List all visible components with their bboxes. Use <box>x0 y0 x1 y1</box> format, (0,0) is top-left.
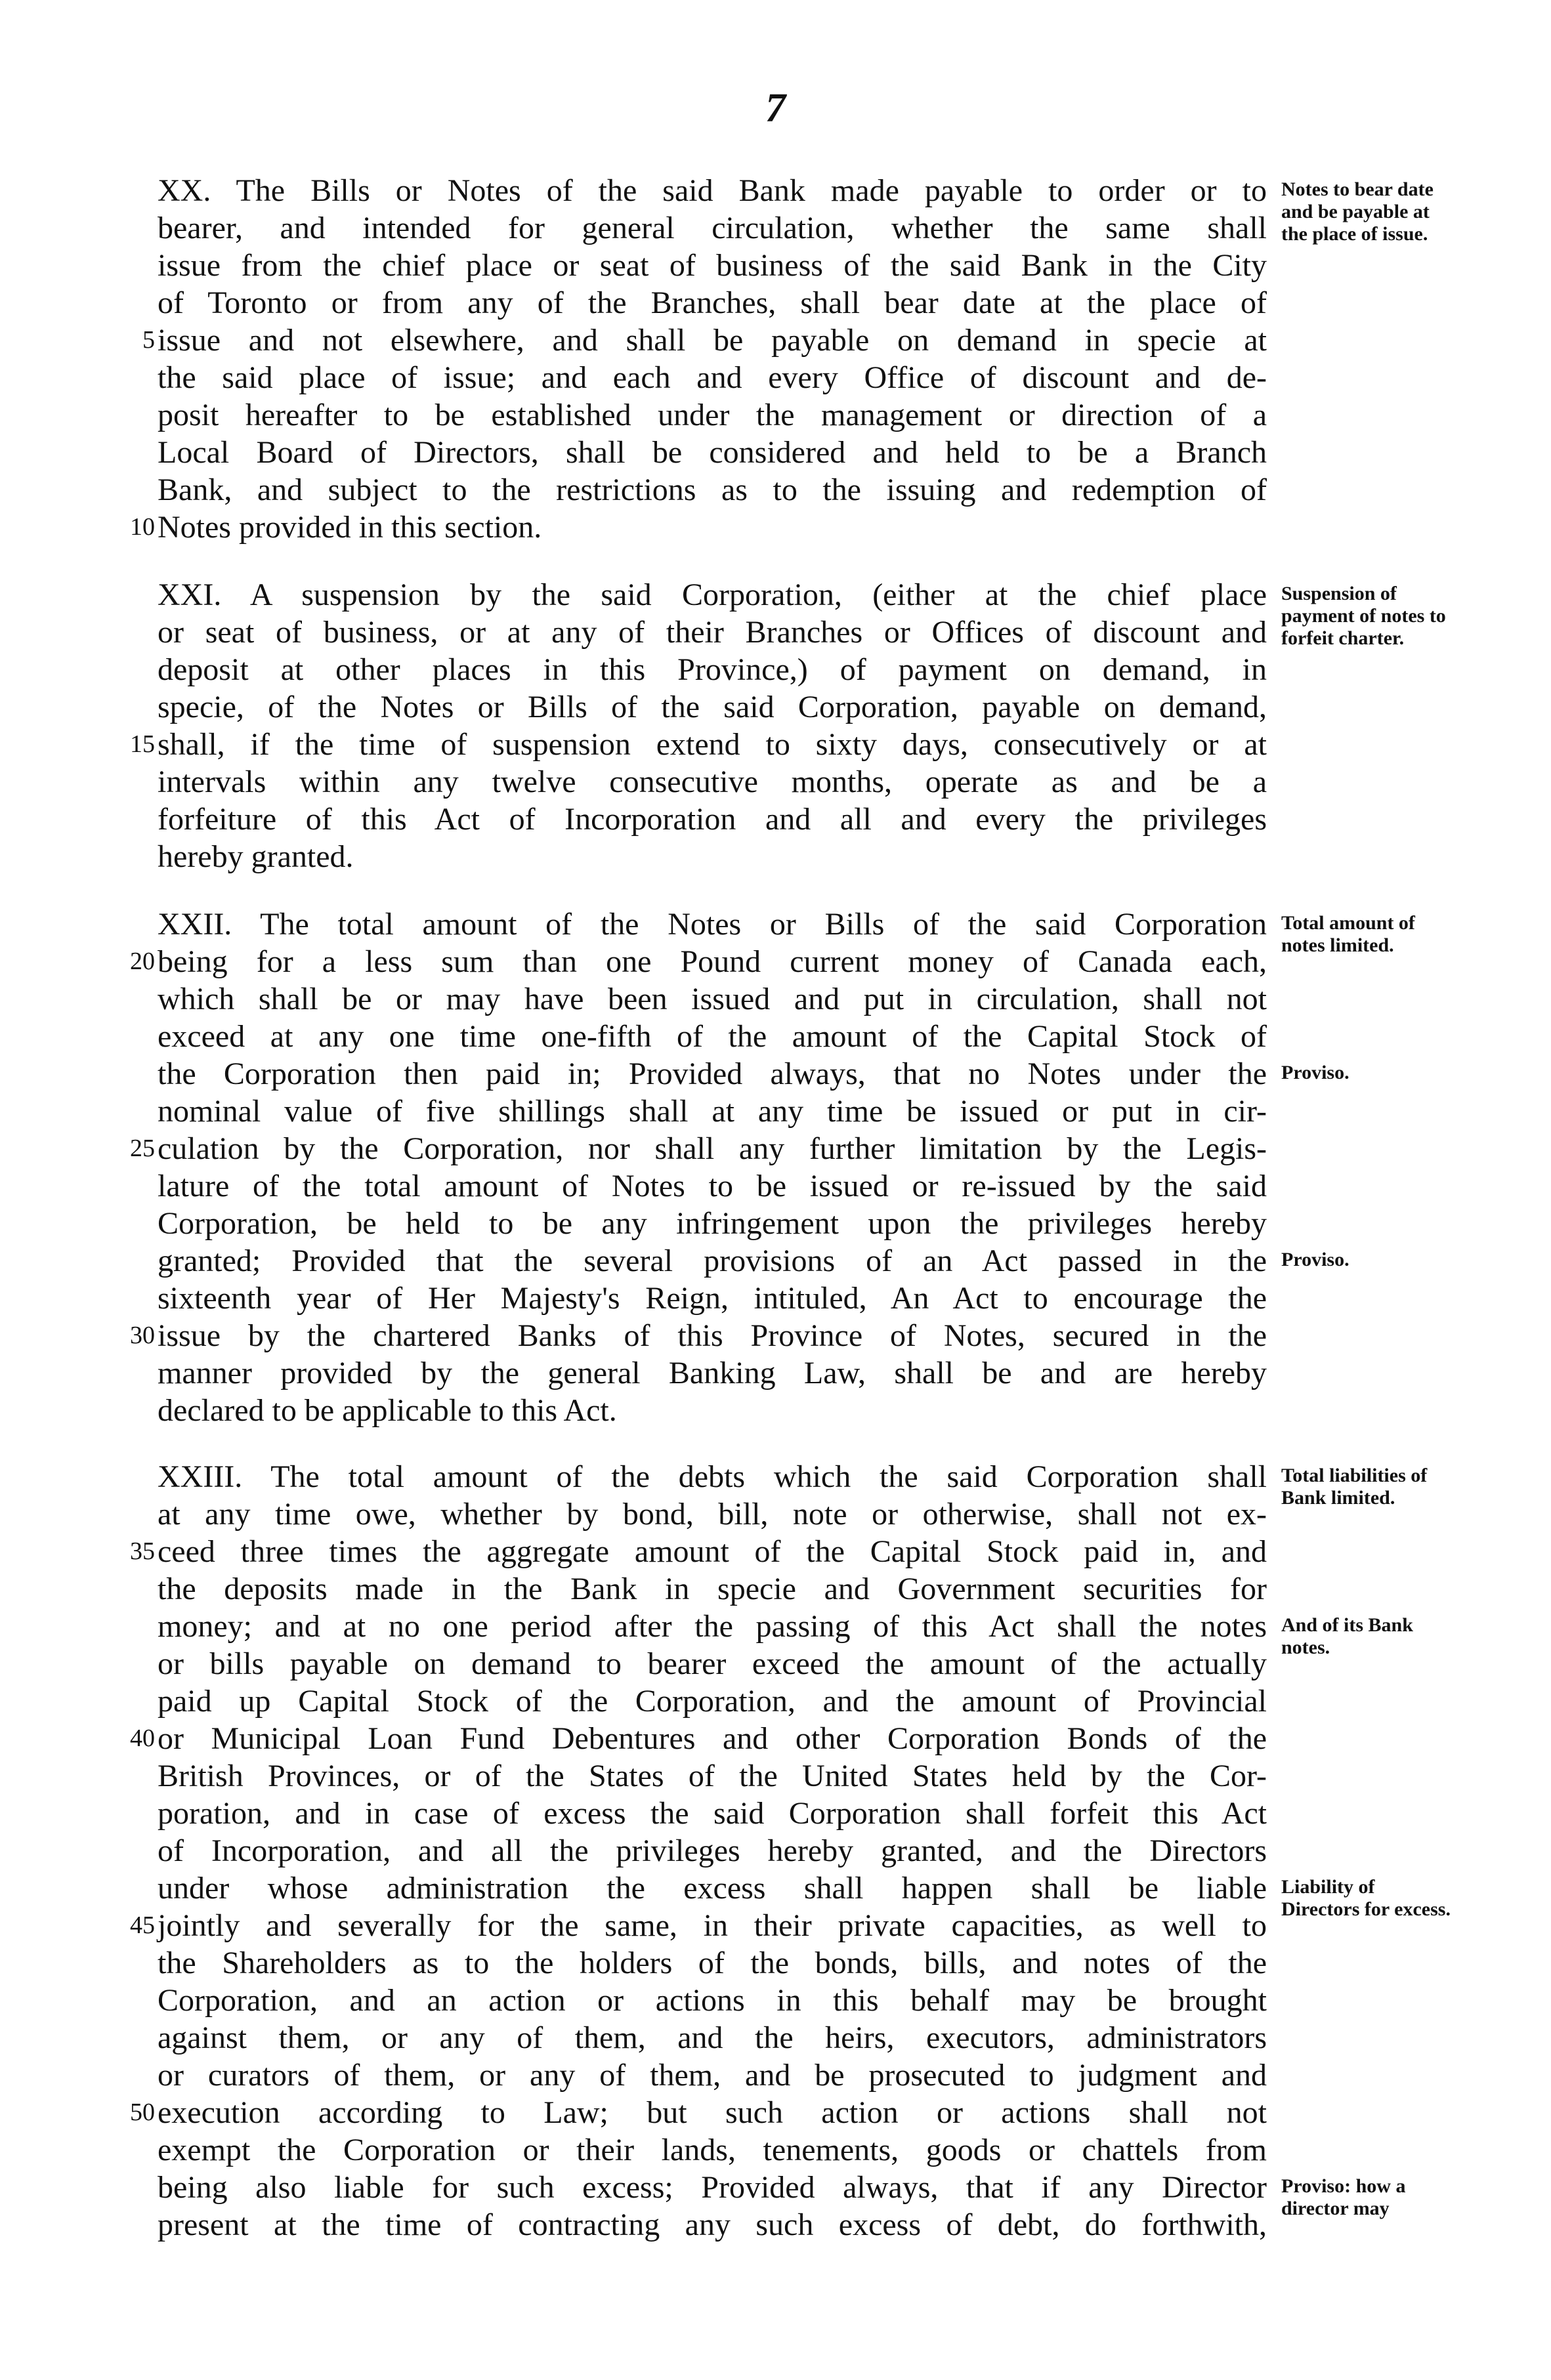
line-number: 15 <box>130 730 155 758</box>
text-line: being for a less sum than one Pound current money of Canada each, <box>158 944 1267 979</box>
margin-note: Suspension of payment of notes to forfeit charter. <box>1281 583 1446 649</box>
line-number: 25 <box>130 1135 155 1162</box>
text-line: lature of the total amount of Notes to be issued or re-issued by the said <box>158 1169 1267 1203</box>
line-number: 30 <box>130 1322 155 1349</box>
line-number: 45 <box>130 1911 155 1939</box>
text-line: against them, or any of them, and the heirs, executors, administrators <box>158 2020 1267 2055</box>
text-line: jointly and severally for the same, in their private capacities, as well to <box>158 1908 1267 1943</box>
text-line: being also liable for such excess; Provided always, that if any Director <box>158 2170 1267 2205</box>
text-line: XX. The Bills or Notes of the said Bank made payable to order or to <box>158 173 1267 208</box>
text-line: granted; Provided that the several provisions of an Act passed in the <box>158 1243 1267 1278</box>
text-line: British Provinces, or of the States of the United States held by the Cor- <box>158 1759 1267 1793</box>
line-number: 35 <box>130 1537 155 1565</box>
text-line: intervals within any twelve consecutive months, operate as and be a <box>158 764 1267 799</box>
text-line: exempt the Corporation or their lands, tenements, goods or chattels from <box>158 2133 1267 2167</box>
margin-note: Total amount of notes limited. <box>1281 912 1415 956</box>
text-line: forfeiture of this Act of Incorporation and all and every the privileges <box>158 802 1267 837</box>
text-line: the Shareholders as to the holders of the bonds, bills, and notes of the <box>158 1946 1267 1980</box>
text-line: the said place of issue; and each and every Office of discount and de- <box>158 360 1267 395</box>
text-line: or Municipal Loan Fund Debentures and other Corporation Bonds of the <box>158 1721 1267 1756</box>
text-line: deposit at other places in this Province,) of payment on demand, in <box>158 652 1267 687</box>
text-line: under whose administration the excess shall happen shall be liable <box>158 1871 1267 1906</box>
text-line: bearer, and intended for general circulation, whether the same shall <box>158 211 1267 245</box>
text-line: issue from the chief place or seat of business of the said Bank in the City <box>158 248 1267 283</box>
line-number: 10 <box>130 513 155 541</box>
margin-note: Total liabilities of Bank limited. <box>1281 1465 1428 1509</box>
text-line: Notes provided in this section. <box>158 510 542 545</box>
text-line: XXII. The total amount of the Notes or Bills of the said Corporation <box>158 907 1267 942</box>
text-line: at any time owe, whether by bond, bill, note or otherwise, shall not ex- <box>158 1497 1267 1532</box>
text-line: or bills payable on demand to bearer exceed the amount of the actually <box>158 1646 1267 1681</box>
text-line: the deposits made in the Bank in specie and Government securities for <box>158 1572 1267 1606</box>
text-line: money; and at no one period after the passing of this Act shall the notes <box>158 1609 1267 1644</box>
margin-note: And of its Bank notes. <box>1281 1614 1413 1658</box>
text-line: Corporation, be held to be any infringement upon the privileges hereby <box>158 1206 1267 1241</box>
text-line: Bank, and subject to the restrictions as to the issuing and redemption of <box>158 472 1267 507</box>
text-line: shall, if the time of suspension extend to sixty days, consecutively or at <box>158 727 1267 762</box>
text-line: execution according to Law; but such action or actions shall not <box>158 2095 1267 2130</box>
text-line: sixteenth year of Her Majesty's Reign, intituled, An Act to encourage the <box>158 1281 1267 1316</box>
margin-note: Notes to bear date and be payable at the place of issue. <box>1281 178 1434 245</box>
text-line: culation by the Corporation, nor shall any further limitation by the Legis- <box>158 1131 1267 1166</box>
text-line: of Toronto or from any of the Branches, shall bear date at the place of <box>158 285 1267 320</box>
text-line: Corporation, and an action or actions in this behalf may be brought <box>158 1983 1267 2018</box>
margin-note: Proviso. <box>1281 1062 1349 1083</box>
text-line: hereby granted. <box>158 839 354 874</box>
line-number: 40 <box>130 1724 155 1752</box>
text-line: or curators of them, or any of them, and be prosecuted to judgment and <box>158 2058 1267 2093</box>
text-line: nominal value of five shillings shall at any time be issued or put in cir- <box>158 1094 1267 1129</box>
line-number: 50 <box>130 2098 155 2126</box>
text-line: of Incorporation, and all the privileges hereby granted, and the Directors <box>158 1833 1267 1868</box>
text-line: specie, of the Notes or Bills of the said Corporation, payable on demand, <box>158 690 1267 724</box>
text-line: issue by the chartered Banks of this Province of Notes, secured in the <box>158 1318 1267 1353</box>
margin-note: Liability of Directors for excess. <box>1281 1876 1451 1920</box>
margin-note: Proviso: how a director may <box>1281 2175 1406 2219</box>
text-line: issue and not elsewhere, and shall be payable on demand in specie at <box>158 323 1267 358</box>
text-line: ceed three times the aggregate amount of the Capital Stock paid in, and <box>158 1534 1267 1569</box>
line-number: 20 <box>130 948 155 975</box>
line-number: 5 <box>142 326 155 354</box>
text-line: posit hereafter to be established under the management or direction of a <box>158 398 1267 432</box>
text-line: XXI. A suspension by the said Corporation, (either at the chief place <box>158 577 1267 612</box>
text-line: declared to be applicable to this Act. <box>158 1393 617 1428</box>
text-line: manner provided by the general Banking Law, shall be and are hereby <box>158 1356 1267 1390</box>
text-line: poration, and in case of excess the said Corporation shall forfeit this Act <box>158 1796 1267 1831</box>
margin-note: Proviso. <box>1281 1249 1349 1270</box>
text-line: paid up Capital Stock of the Corporation, and the amount of Provincial <box>158 1684 1267 1719</box>
text-line: XXIII. The total amount of the debts which the said Corporation shall <box>158 1459 1267 1494</box>
text-line: the Corporation then paid in; Provided always, that no Notes under the <box>158 1056 1267 1091</box>
text-line: present at the time of contracting any such excess of debt, do forthwith, <box>158 2207 1267 2242</box>
page-number: 7 <box>765 86 786 131</box>
text-line: or seat of business, or at any of their Branches or Offices of discount and <box>158 615 1267 650</box>
text-line: which shall be or may have been issued and put in circulation, shall not <box>158 982 1267 1016</box>
text-line: exceed at any one time one-fifth of the amount of the Capital Stock of <box>158 1019 1267 1054</box>
text-line: Local Board of Directors, shall be considered and held to be a Branch <box>158 435 1267 470</box>
